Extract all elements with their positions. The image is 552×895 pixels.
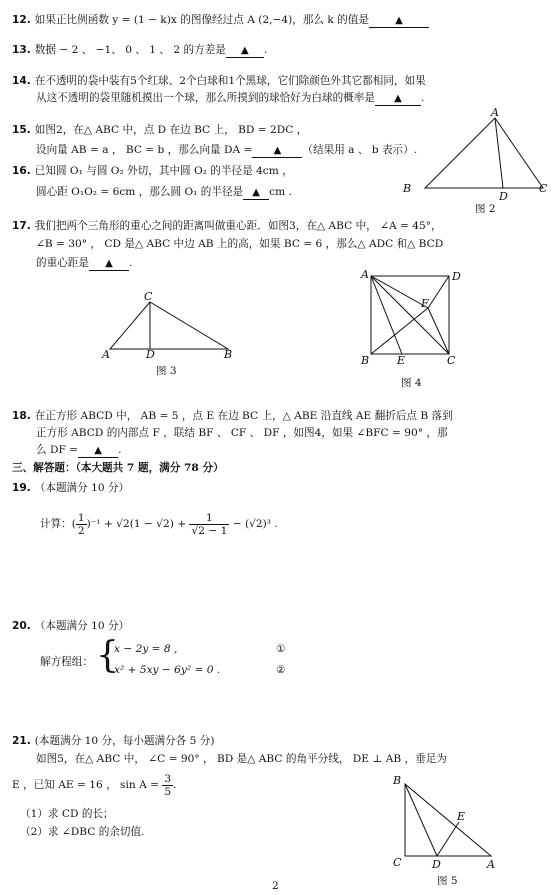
- question-16-line1: 16. 已知圆 O₁ 与圆 O₂ 外切，其中圆 O₂ 的半径是 4cm ，: [12, 165, 293, 177]
- question-17-line3: 的重心距是 ▲ .: [36, 257, 133, 269]
- label-c: C: [144, 290, 153, 303]
- question-12: 12. 如果正比例函数 y = (1 − k)x 的图像经过点 A (2,−4)，那么 k 的值是 ▲: [12, 14, 429, 28]
- question-15-line2: 设向量 AB = a ， BC = b ，那么向量 DA = ▲ （结果用 a 、 b 表示）.: [36, 144, 418, 156]
- figure-4: [355, 268, 475, 398]
- section-3-heading: 三、解答题：（本大题共 7 题，满分 78 分）: [12, 462, 224, 474]
- question-13: 13. 数据 − 2 、 −1、 0 、 1 、 2 的方差是 ▲ .: [12, 44, 268, 56]
- question-21-sub1: （1）求 CD 的长；: [20, 808, 114, 820]
- segment-df: [428, 276, 449, 308]
- label-f: F: [421, 297, 429, 310]
- label-d: D: [146, 348, 155, 361]
- label-a: A: [102, 348, 110, 361]
- question-14-line1: 14. 在不透明的袋中装有5个红球、2个白球和1个黑球，它们除颜色外其它都相同，如果: [12, 75, 426, 87]
- label-b: B: [361, 354, 370, 367]
- triangle-abc: [405, 784, 491, 856]
- label-d: D: [432, 858, 441, 871]
- question-16-line2: 圆心距 O₁O₂ = 6cm ，那么圆 O₁ 的半径是 ▲ cm .: [36, 186, 292, 198]
- figure-3-caption: 图 3: [156, 365, 177, 377]
- triangle-abc: [425, 118, 543, 188]
- answer-blank: ▲: [78, 444, 118, 458]
- answer-blank: ▲: [252, 144, 302, 158]
- label-d: D: [499, 190, 508, 203]
- label-a: A: [491, 106, 499, 119]
- label-c: C: [393, 856, 402, 869]
- segment-bd: [405, 784, 437, 856]
- answer-blank: ▲: [89, 257, 129, 271]
- segment-ae: [371, 276, 402, 354]
- fraction-one-over-root2-minus1: $\frac{1}{√2 - 1}$: [191, 511, 228, 537]
- question-14-line2: 从这不透明的袋里随机摸出一个球，那么所摸到的球恰好为白球的概率是 ▲ .: [36, 92, 425, 104]
- answer-blank: ▲: [375, 92, 421, 106]
- question-18-line1: 18. 在正方形 ABCD 中， AB = 5 ，点 E 在边 BC 上，△ ABE 沿直线 AE 翻折后点 B 落到: [12, 410, 453, 422]
- answer-blank: ▲: [243, 186, 269, 200]
- fraction-one-half: $\frac{1}{2}$: [77, 511, 85, 537]
- label-a: A: [487, 858, 495, 871]
- figure-4-caption: 图 4: [401, 377, 422, 389]
- label-a: A: [361, 268, 369, 281]
- figure-2-caption: 图 2: [475, 203, 496, 215]
- question-19-header: 19. （本题满分 10 分）: [12, 482, 130, 494]
- figure-5-caption: 图 5: [437, 875, 458, 887]
- segment-af: [371, 276, 428, 308]
- equation-2: x² + 5xy − 6y² = 0 .: [114, 664, 221, 676]
- label-d: D: [452, 270, 461, 283]
- label-b: B: [224, 348, 233, 361]
- question-18-line3: 么 DF = ▲ .: [36, 444, 122, 456]
- figure-5: [385, 770, 505, 892]
- label-b: B: [403, 182, 412, 195]
- label-c: C: [447, 354, 456, 367]
- question-21-sub2: （2）求 ∠DBC 的余切值.: [20, 826, 145, 838]
- page-number: 2: [272, 880, 279, 892]
- segment-ac: [371, 276, 449, 354]
- triangle-abc: [110, 302, 228, 349]
- question-21-line2: E ，已知 AE = 16 ， sin A = $\frac{3}{5}$ .: [12, 772, 177, 798]
- question-17-line1: 17. 我们把两个三角形的重心之间的距离叫做重心距．如图3，在△ ABC 中， ∠A = 45°，: [12, 220, 442, 232]
- question-19-expression: 计算：( $\frac{1}{2}$ )⁻¹ + √2(1 − √2) + $\frac{1}{√2 - 1}$ − (√2)³ .: [40, 511, 278, 537]
- question-15-line1: 15. 如图2，在△ ABC 中，点 D 在边 BC 上， BD = 2DC ，: [12, 124, 308, 136]
- question-18-line2: 正方形 ABCD 的内部点 F ，联结 BF 、 CF 、 DF ，如图4，如果 ∠BFC = 90° ，那: [36, 427, 448, 439]
- question-17-line2: ∠B = 30° ， CD 是△ ABC 中边 AB 上的高，如果 BC = 6 ，那么△ ADC 和△ BCD: [36, 238, 444, 250]
- label-e: E: [457, 810, 466, 823]
- label-b: B: [393, 774, 402, 787]
- answer-blank: ▲: [369, 14, 429, 28]
- question-20-label: 解方程组：: [40, 656, 93, 668]
- system-brace: {: [96, 635, 119, 676]
- fraction-three-fifths: $\frac{3}{5}$: [164, 772, 172, 798]
- label-c: C: [539, 182, 548, 195]
- question-20-header: 20. （本题满分 10 分）: [12, 620, 130, 632]
- answer-blank: ▲: [226, 44, 264, 58]
- segment-cf: [428, 308, 449, 354]
- equation-1-mark: ①: [276, 643, 286, 655]
- equation-1: x − 2y = 8 ,: [114, 643, 178, 655]
- label-e: E: [397, 354, 406, 367]
- question-21-header: 21. (本题满分 10 分，每小题满分各 5 分): [12, 735, 215, 747]
- segment-de: [437, 822, 459, 856]
- equation-2-mark: ②: [276, 664, 286, 676]
- question-21-line1: 如图5，在△ ABC 中， ∠C = 90° ， BD 是△ ABC 的角平分线， DE ⊥ AB ，垂足为: [36, 753, 447, 765]
- figure-2: [400, 108, 550, 218]
- figure-3: [100, 292, 240, 382]
